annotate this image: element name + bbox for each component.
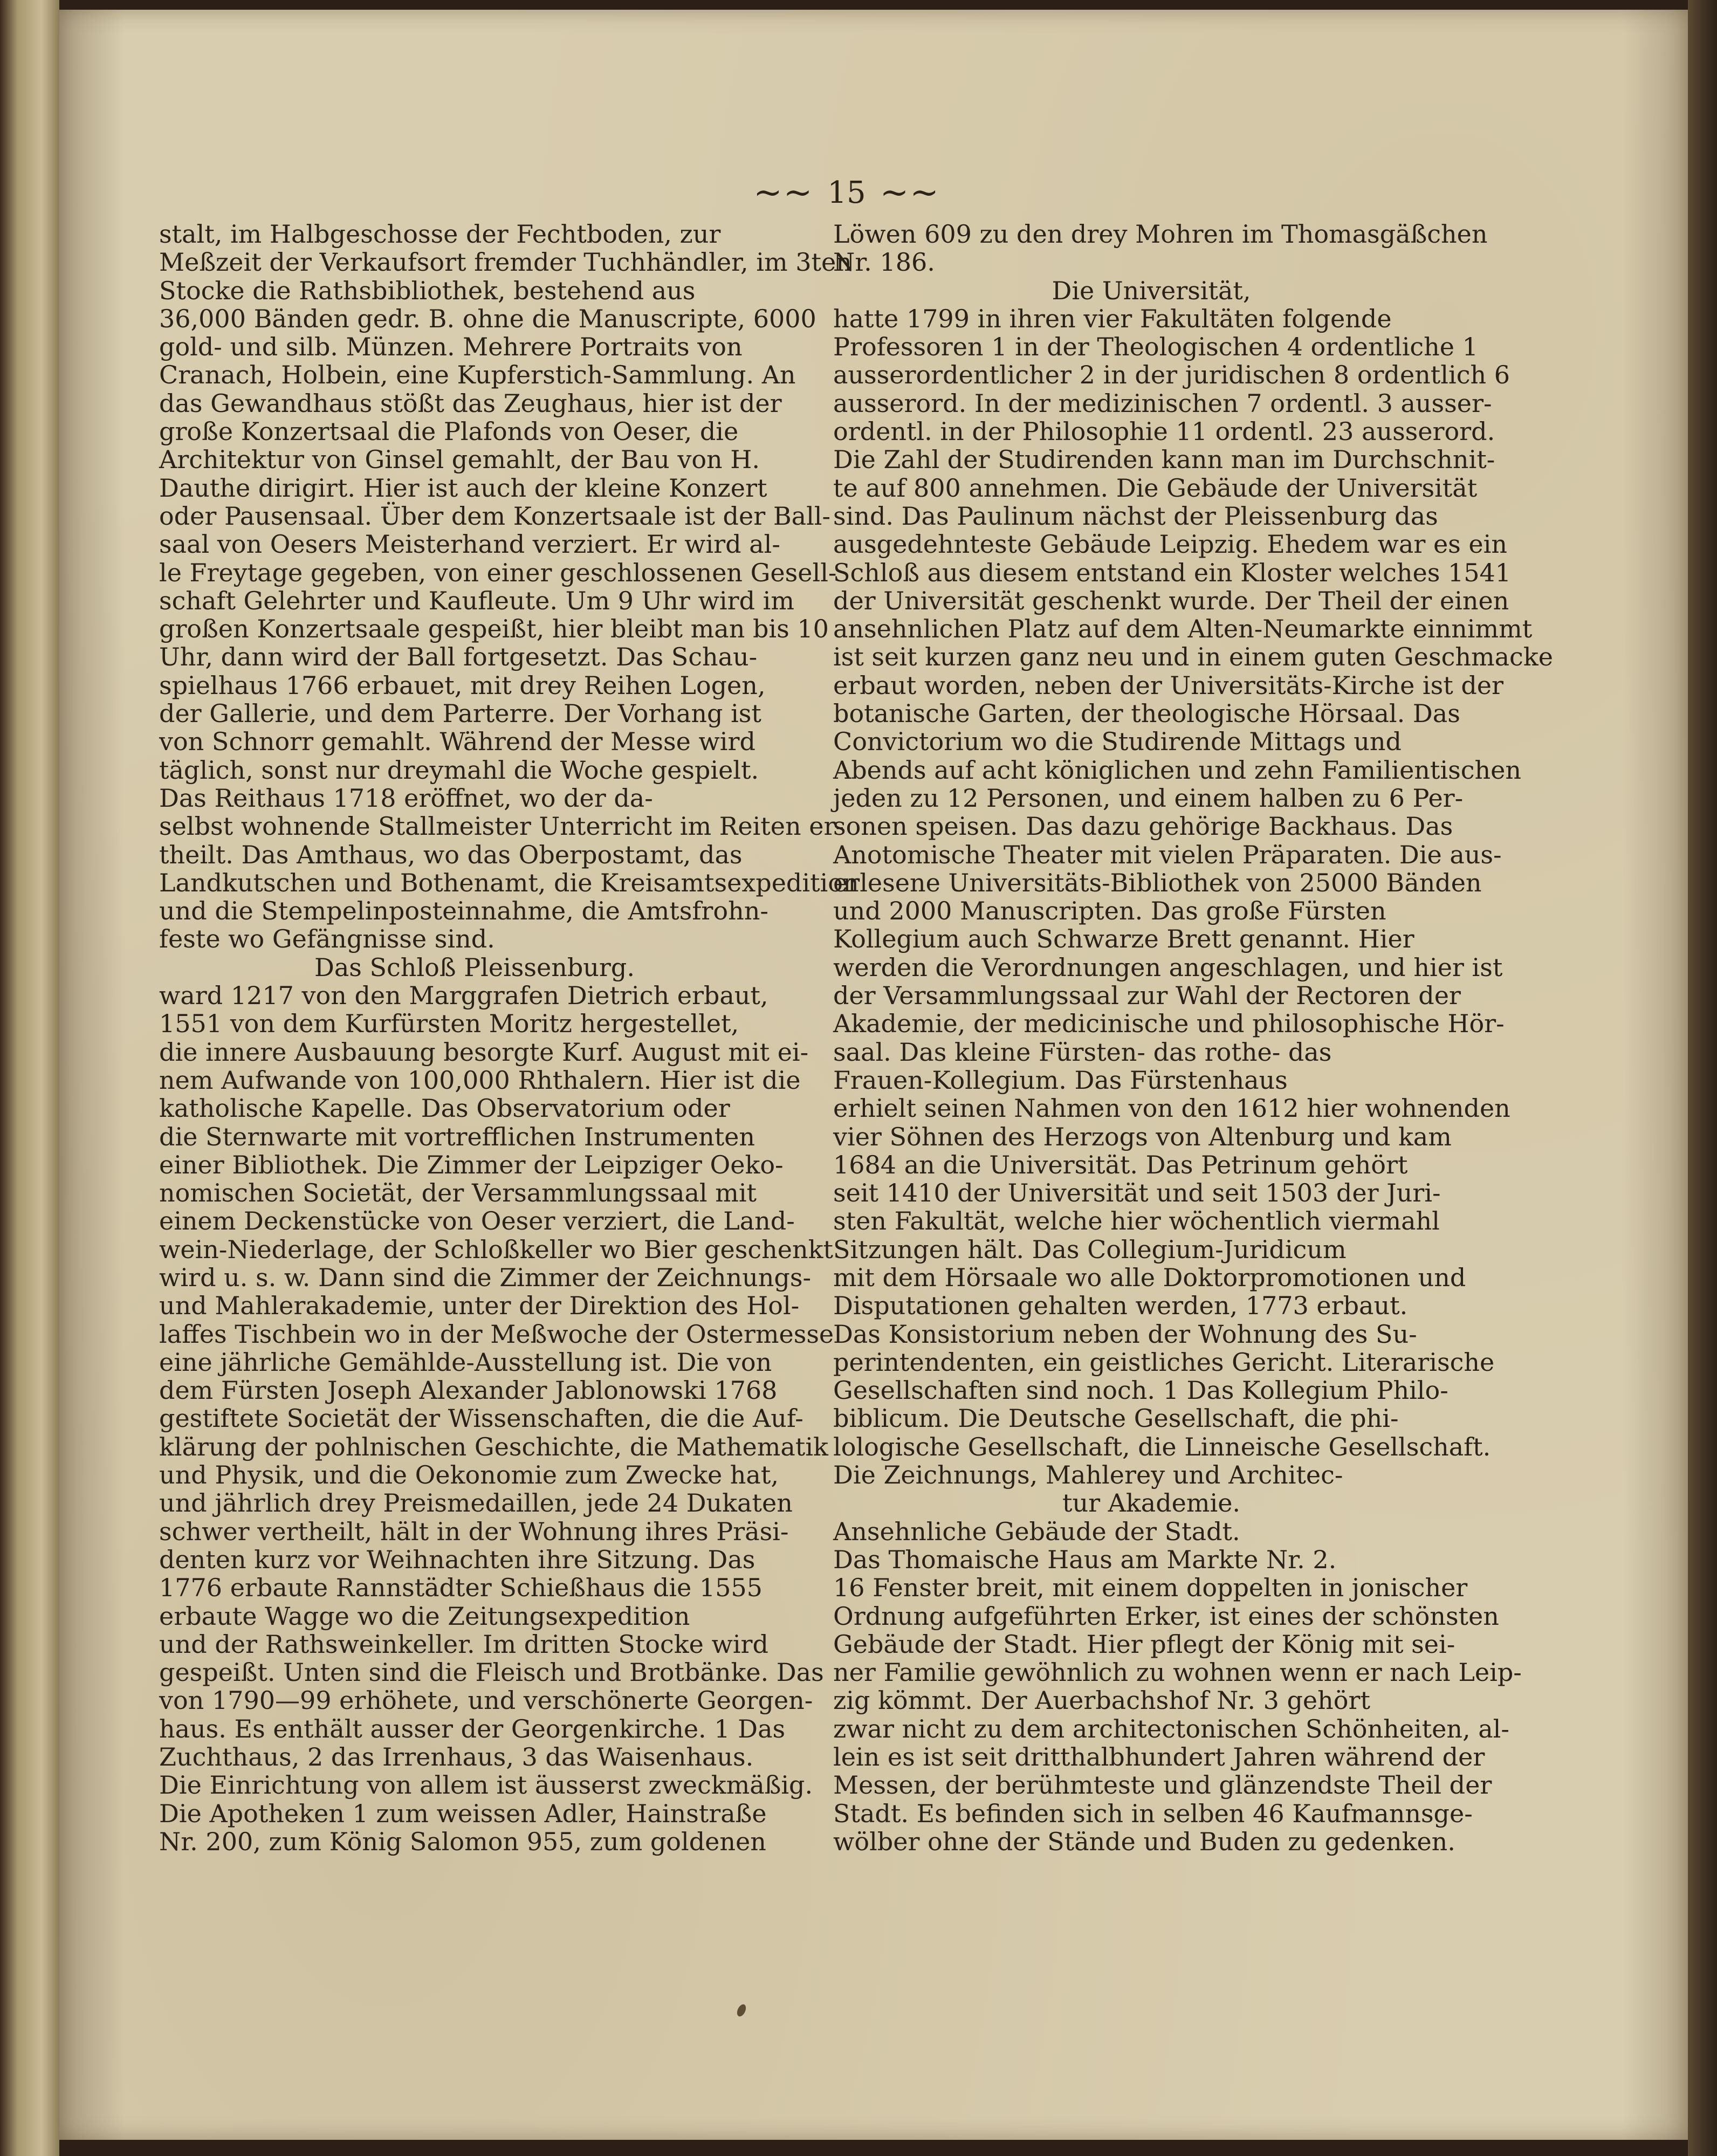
text-line: Anotomische Theater mit vielen Präparaten. Die aus- xyxy=(833,840,1502,869)
text-line: Sitzungen hält. Das Collegium-Juridicum xyxy=(833,1234,1347,1264)
ornament-left: ~~ xyxy=(753,173,814,212)
text-line: Die Zahl der Studirenden kann man im Durchschnit- xyxy=(833,445,1495,475)
text-line: Die Zeichnungs, Mahlerey und Architec- xyxy=(833,1460,1343,1490)
text-line: erlesene Universitäts-Bibliothek von 25000 Bänden xyxy=(833,868,1482,897)
text-line: Ansehnliche Gebäude der Stadt. xyxy=(833,1516,1240,1546)
text-line: eine jährliche Gemählde-Ausstellung ist. Die von xyxy=(159,1347,772,1377)
text-line: ausserord. In der medizinischen 7 ordentl. 3 ausser- xyxy=(833,388,1492,418)
text-line: einer Bibliothek. Die Zimmer der Leipziger Oeko- xyxy=(159,1150,784,1179)
text-line: 36,000 Bänden gedr. B. ohne die Manuscripte, 6000 xyxy=(159,304,816,333)
text-line: gold- und silb. Münzen. Mehrere Portraits von xyxy=(159,332,743,362)
text-line: der Universität geschenkt wurde. Der Theil der einen xyxy=(833,586,1509,615)
text-line: Zuchthaus, 2 das Irrenhaus, 3 das Waisenhaus. xyxy=(159,1742,754,1772)
text-line: und jährlich drey Preismedaillen, jede 24 Dukaten xyxy=(159,1488,793,1518)
text-line: und die Stempelinposteinnahme, die Amtsfrohn- xyxy=(159,896,768,926)
text-line: die innere Ausbauung besorgte Kurf. August mit ei- xyxy=(159,1037,809,1067)
text-line: Gesellschaften sind noch. 1 Das Kollegium Philo- xyxy=(833,1376,1448,1405)
text-line: spielhaus 1766 erbauet, mit drey Reihen Logen, xyxy=(159,670,766,700)
text-line: mit dem Hörsaale wo alle Doktorpromotionen und xyxy=(833,1262,1466,1292)
text-line: erbaute Wagge wo die Zeitungsexpedition xyxy=(159,1601,690,1631)
text-line: einem Deckenstücke von Oeser verziert, die Land- xyxy=(159,1206,795,1236)
text-line: zwar nicht zu dem architectonischen Schönheiten, al- xyxy=(833,1714,1509,1743)
text-line: Nr. 200, zum König Salomon 955, zum goldenen xyxy=(159,1827,766,1856)
text-line: 16 Fenster breit, mit einem doppelten in jonischer xyxy=(833,1573,1468,1603)
text-line: botanische Garten, der theologische Hörsaal. Das xyxy=(833,699,1460,729)
text-line: 1776 erbaute Rannstädter Schießhaus die 1555 xyxy=(159,1573,763,1603)
text-line: Ordnung aufgeführten Erker, ist eines der schönsten xyxy=(833,1601,1499,1631)
left-text-column xyxy=(159,219,859,1856)
text-line: feste wo Gefängnisse sind. xyxy=(159,924,495,954)
ornament-right: ~~ xyxy=(880,173,940,212)
text-line: Die Apotheken 1 zum weissen Adler, Hainstraße xyxy=(159,1798,767,1828)
text-line: Architektur von Ginsel gemahlt, der Bau von H. xyxy=(159,445,760,475)
text-line: oder Pausensaal. Über dem Konzertsaale ist der Ball- xyxy=(159,501,831,531)
text-line: lein es ist seit dritthalbhundert Jahren während der xyxy=(833,1742,1485,1772)
text-line: erbaut worden, neben der Universitäts-Kirche ist der xyxy=(833,670,1504,700)
text-line: nem Aufwande von 100,000 Rhthalern. Hier ist die xyxy=(159,1065,801,1095)
text-line: sind. Das Paulinum nächst der Pleissenburg das xyxy=(833,501,1438,531)
text-line: schaft Gelehrter und Kaufleute. Um 9 Uhr wird im xyxy=(159,586,794,615)
right-text-column xyxy=(833,219,1553,1856)
text-line: Die Einrichtung von allem ist äusserst zweckmäßig. xyxy=(159,1770,813,1800)
text-line: Frauen-Kollegium. Das Fürstenhaus xyxy=(833,1065,1288,1095)
text-line: und Mahlerakademie, unter der Direktion des Hol- xyxy=(159,1291,800,1321)
right-edge-strip xyxy=(1688,0,1717,2156)
text-line: der Gallerie, und dem Parterre. Der Vorhang ist xyxy=(159,699,761,729)
text-line: seit 1410 der Universität und seit 1503 der Juri- xyxy=(833,1178,1441,1208)
text-line: die Sternwarte mit vortrefflichen Instrumenten xyxy=(159,1122,756,1151)
text-line: Akademie, der medicinische und philosophische Hör- xyxy=(833,1009,1505,1039)
text-line: denten kurz vor Weihnachten ihre Sitzung. Das xyxy=(159,1544,756,1574)
text-line: Schloß aus diesem entstand ein Kloster welches 1541 xyxy=(833,558,1512,587)
text-line: Professoren 1 in der Theologischen 4 ordentliche 1 xyxy=(833,332,1478,362)
text-line: saal. Das kleine Fürsten- das rothe- das xyxy=(833,1037,1332,1067)
text-line: ausgedehnteste Gebäude Leipzig. Ehedem war es ein xyxy=(833,530,1507,559)
text-line: nomischen Societät, der Versammlungssaal mit xyxy=(159,1178,757,1208)
text-line: gespeißt. Unten sind die Fleisch und Brotbänke. Das xyxy=(159,1658,824,1687)
text-line: das Gewandhaus stößt das Zeughaus, hier ist der xyxy=(159,388,782,418)
text-line: und der Rathsweinkeller. Im dritten Stocke wird xyxy=(159,1629,768,1659)
text-line: Das Reithaus 1718 eröffnet, wo der da- xyxy=(159,783,653,813)
text-line: Stocke die Rathsbibliothek, bestehend aus xyxy=(159,276,696,305)
text-line: wölber ohne der Stände und Buden zu gedenken. xyxy=(833,1827,1455,1856)
text-line: wein-Niederlage, der Schloßkeller wo Bier geschenkt xyxy=(159,1234,833,1264)
left-page-edge xyxy=(0,0,59,2156)
text-line: der Versammlungssaal zur Wahl der Rectoren der xyxy=(833,981,1461,1011)
text-line: Disputationen gehalten werden, 1773 erbaut. xyxy=(833,1291,1408,1321)
text-line: ordentl. in der Philosophie 11 ordentl. 23 ausserord. xyxy=(833,417,1495,447)
text-line: saal von Oesers Meisterhand verziert. Er wird al- xyxy=(159,530,780,559)
text-line: schwer vertheilt, hält in der Wohnung ihres Präsi- xyxy=(159,1516,789,1546)
text-line: Convictorium wo die Studirende Mittags und xyxy=(833,727,1402,757)
text-line: perintendenten, ein geistliches Gericht. Literarische xyxy=(833,1347,1495,1377)
text-line: Uhr, dann wird der Ball fortgesetzt. Das Schau- xyxy=(159,642,758,672)
text-line: dem Fürsten Joseph Alexander Jablonowski 1768 xyxy=(159,1376,778,1405)
text-line: Messen, der berühmteste und glänzendste Theil der xyxy=(833,1770,1492,1800)
text-line: biblicum. Die Deutsche Gesellschaft, die phi- xyxy=(833,1404,1399,1433)
text-line: theilt. Das Amthaus, wo das Oberpostamt, das xyxy=(159,840,743,869)
text-line: ausserordentlicher 2 in der juridischen 8 ordentlich 6 xyxy=(833,360,1510,390)
text-line: Dauthe dirigirt. Hier ist auch der kleine Konzert xyxy=(159,473,767,503)
text-line: täglich, sonst nur dreymahl die Woche gespielt. xyxy=(159,755,759,785)
text-line: le Freytage gegeben, von einer geschlossenen Gesell- xyxy=(159,558,837,587)
text-line: große Konzertsaal die Plafonds von Oeser, die xyxy=(159,417,739,447)
text-line: Kollegium auch Schwarze Brett genannt. Hier xyxy=(833,924,1414,954)
text-line: sonen speisen. Das dazu gehörige Backhaus. Das xyxy=(833,812,1453,841)
text-line: Nr. 186. xyxy=(833,248,935,277)
text-line: Das Konsistorium neben der Wohnung des Su- xyxy=(833,1319,1417,1349)
text-line: und 2000 Manuscripten. Das große Fürsten xyxy=(833,896,1386,926)
text-line: Das Schloß Pleissenburg. xyxy=(314,952,635,982)
text-line: ist seit kurzen ganz neu und in einem guten Geschmacke xyxy=(833,642,1553,672)
text-line: Die Universität, xyxy=(1052,276,1251,305)
text-line: zig kömmt. Der Auerbachshof Nr. 3 gehört xyxy=(833,1686,1370,1715)
text-line: haus. Es enthält ausser der Georgenkirche. 1 Das xyxy=(159,1714,786,1743)
text-line: sten Fakultät, welche hier wöchentlich viermahl xyxy=(833,1206,1440,1236)
text-line: von 1790—99 erhöhete, und verschönerte Georgen- xyxy=(159,1686,813,1715)
text-line: 1551 von dem Kurfürsten Moritz hergestellet, xyxy=(159,1009,739,1039)
text-line: Das Thomaische Haus am Markte Nr. 2. xyxy=(833,1544,1337,1574)
text-line: 1684 an die Universität. Das Petrinum gehört xyxy=(833,1150,1408,1179)
text-line: vier Söhnen des Herzogs von Altenburg und kam xyxy=(833,1122,1452,1151)
text-line: Löwen 609 zu den drey Mohren im Thomasgäßchen xyxy=(833,219,1488,249)
text-line: und Physik, und die Oekonomie zum Zwecke hat, xyxy=(159,1460,779,1490)
text-line: lologische Gesellschaft, die Linneische Gesellschaft. xyxy=(833,1432,1491,1461)
text-line: hatte 1799 in ihren vier Fakultäten folgende xyxy=(833,304,1392,333)
text-line: großen Konzertsaale gespeißt, hier bleibt man bis 10 xyxy=(159,614,829,644)
text-line: Gebäude der Stadt. Hier pflegt der König mit sei- xyxy=(833,1629,1455,1659)
page-header xyxy=(728,173,965,212)
text-line: Meßzeit der Verkaufsort fremder Tuchhändler, im 3ten xyxy=(159,248,852,277)
text-line: selbst wohnende Stallmeister Unterricht im Reiten er- xyxy=(159,812,844,841)
text-line: wird u. s. w. Dann sind die Zimmer der Zeichnungs- xyxy=(159,1262,812,1292)
text-line: Landkutschen und Bothenamt, die Kreisamtsexpedition xyxy=(159,868,859,897)
text-line: erhielt seinen Nahmen von den 1612 hier wohnenden xyxy=(833,1094,1510,1123)
text-line: von Schnorr gemahlt. Während der Messe wird xyxy=(159,727,756,757)
text-line: tur Akademie. xyxy=(1062,1488,1241,1518)
text-line: werden die Verordnungen angeschlagen, und hier ist xyxy=(833,952,1503,982)
text-line: jeden zu 12 Personen, und einem halben zu 6 Per- xyxy=(833,783,1464,813)
text-line: Abends auf acht königlichen und zehn Familientischen xyxy=(833,755,1521,785)
text-line: te auf 800 annehmen. Die Gebäude der Universität xyxy=(833,473,1478,503)
text-line: katholische Kapelle. Das Observatorium oder xyxy=(159,1094,730,1123)
text-line: klärung der pohlnischen Geschichte, die Mathematik xyxy=(159,1432,828,1461)
text-line: Stadt. Es befinden sich in selben 46 Kaufmannsge- xyxy=(833,1798,1473,1828)
text-line: laffes Tischbein wo in der Meßwoche der Ostermesse xyxy=(159,1319,834,1349)
text-line: stalt, im Halbgeschosse der Fechtboden, zur xyxy=(159,219,721,249)
text-line: ward 1217 von den Marggrafen Dietrich erbaut, xyxy=(159,981,768,1011)
text-line: ansehnlichen Platz auf dem Alten-Neumarkte einnimmt xyxy=(833,614,1533,644)
page-number: 15 xyxy=(827,175,866,210)
text-line: Cranach, Holbein, eine Kupferstich-Sammlung. An xyxy=(159,360,796,390)
text-line: gestiftete Societät der Wissenschaften, die die Auf- xyxy=(159,1404,803,1433)
text-line: ner Familie gewöhnlich zu wohnen wenn er nach Leip- xyxy=(833,1658,1522,1687)
